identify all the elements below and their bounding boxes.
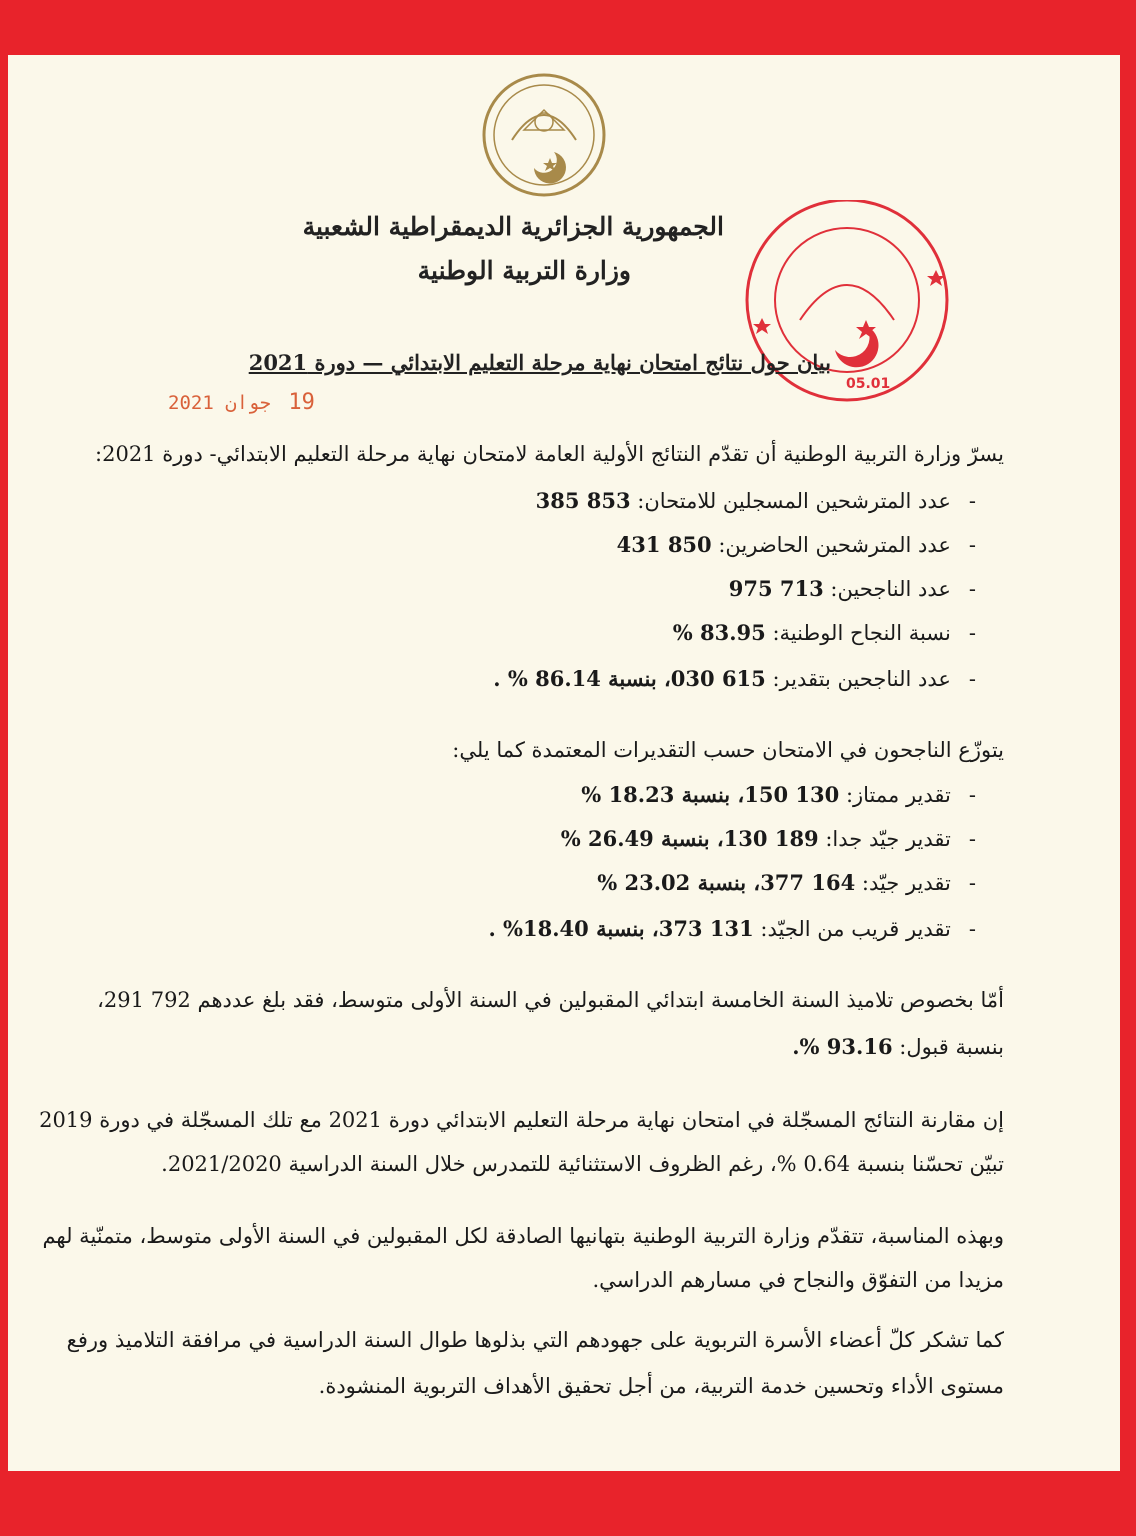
stat-item: -عدد المترشحين الحاضرين: 850 431: [616, 532, 976, 557]
congrats-paragraph-line1: وبهذه المناسبة، تتقدّم وزارة التربية الوطنية بتهانيها الصادقة لكل المقبولين في السنة الأولى متوسط، متمنّية لهم: [42, 1224, 1004, 1248]
stat-value: 83.95 %: [672, 620, 766, 645]
grade-item: -تقدير جيّد: 164 377، بنسبة 23.02 %: [597, 870, 976, 895]
stat-value: 615 030، بنسبة 86.14 % .: [493, 666, 766, 691]
stat-item: -نسبة النجاح الوطنية: 83.95 %: [672, 620, 976, 645]
grade-item: -تقدير ممتاز: 130 150، بنسبة 18.23 %: [581, 782, 976, 807]
acceptance-value: 93.16 %.: [792, 1034, 893, 1059]
fifth-grade-paragraph-line1: أمّا بخصوص تلاميذ السنة الخامسة ابتدائي المقبولين في السنة الأولى متوسط، فقد بلغ عددهم 792 291،: [97, 988, 1004, 1012]
congrats-paragraph-line2: مزيدا من التفوّق والنجاح في مسارهم الدراسي.: [592, 1268, 1004, 1292]
comparison-paragraph-line2: تبيّن تحسّنا بنسبة 0.64 %، رغم الظروف الاستثنائية للتمدرس خلال السنة الدراسية 2021/2020.: [161, 1152, 1004, 1176]
grade-value: 189 130، بنسبة 26.49 %: [560, 826, 819, 851]
stat-item: -عدد الناجحين: 713 975: [728, 576, 976, 601]
ministry-name: وزارة التربية الوطنية: [417, 256, 631, 285]
stat-value: 853 385: [535, 488, 631, 513]
comparison-paragraph-line1: إن مقارنة النتائج المسجّلة في امتحان نهاية مرحلة التعليم الابتدائي دورة 2021 مع تلك المسجّلة في دورة 2019: [39, 1108, 1004, 1132]
stat-value: 850 431: [616, 532, 712, 557]
fifth-grade-paragraph-line2: [792, 1034, 1004, 1059]
republic-name: الجمهورية الجزائرية الديمقراطية الشعبية: [302, 212, 724, 241]
grade-label: تقدير قريب من الجيّد:: [760, 917, 951, 941]
stat-label: عدد المترشحين الحاضرين:: [718, 533, 951, 557]
stamp-code: 05.01: [846, 376, 891, 392]
grade-label: تقدير ممتاز:: [845, 783, 951, 807]
date-day: 19: [288, 390, 315, 415]
thanks-paragraph-line1: كما تشكر كلّ أعضاء الأسرة التربوية على جهودهم التي بذلوها طوال السنة الدراسية في مرافقة التلاميذ ورفع: [66, 1328, 1004, 1352]
document-title: بيان حول نتائج امتحان نهاية مرحلة التعليم الابتدائي — دورة 2021: [248, 350, 831, 375]
stat-value: 713 975: [728, 576, 824, 601]
distribution-intro: يتوزّع الناجحون في الامتحان حسب التقديرات المعتمدة كما يلي:: [452, 738, 1004, 762]
acceptance-label: بنسبة قبول:: [899, 1035, 1004, 1059]
stat-item: -عدد المترشحين المسجلين للامتحان: 853 385: [535, 488, 976, 513]
thanks-paragraph-line2: مستوى الأداء وتحسين خدمة التربية، من أجل تحقيق الأهداف التربوية المنشودة.: [318, 1374, 1004, 1398]
stat-item: -عدد الناجحين بتقدير: 615 030، بنسبة 86.14 % .: [493, 666, 976, 691]
date-month-year: جوان 2021: [168, 392, 271, 414]
grade-item: -تقدير قريب من الجيّد: 131 373، بنسبة 18.40% .: [488, 916, 976, 941]
intro-paragraph: يسرّ وزارة التربية الوطنية أن تقدّم النتائج الأولية العامة لامتحان نهاية مرحلة التعليم الابتدائي- دورة 2021:: [95, 442, 1004, 466]
grade-item: -تقدير جيّد جدا: 189 130، بنسبة 26.49 %: [560, 826, 976, 851]
national-emblem-icon: [472, 70, 616, 200]
grade-value: 164 377، بنسبة 23.02 %: [597, 870, 856, 895]
stat-label: عدد الناجحين بتقدير:: [772, 667, 951, 691]
grade-label: تقدير جيّد جدا:: [825, 827, 951, 851]
stat-label: نسبة النجاح الوطنية:: [772, 621, 951, 645]
grade-label: تقدير جيّد:: [861, 871, 951, 895]
stat-label: عدد الناجحين:: [830, 577, 951, 601]
stat-label: عدد المترشحين المسجلين للامتحان:: [637, 489, 951, 513]
grade-value: 130 150، بنسبة 18.23 %: [581, 782, 840, 807]
grade-value: 131 373، بنسبة 18.40% .: [488, 916, 754, 941]
date-stamp: [168, 390, 315, 415]
